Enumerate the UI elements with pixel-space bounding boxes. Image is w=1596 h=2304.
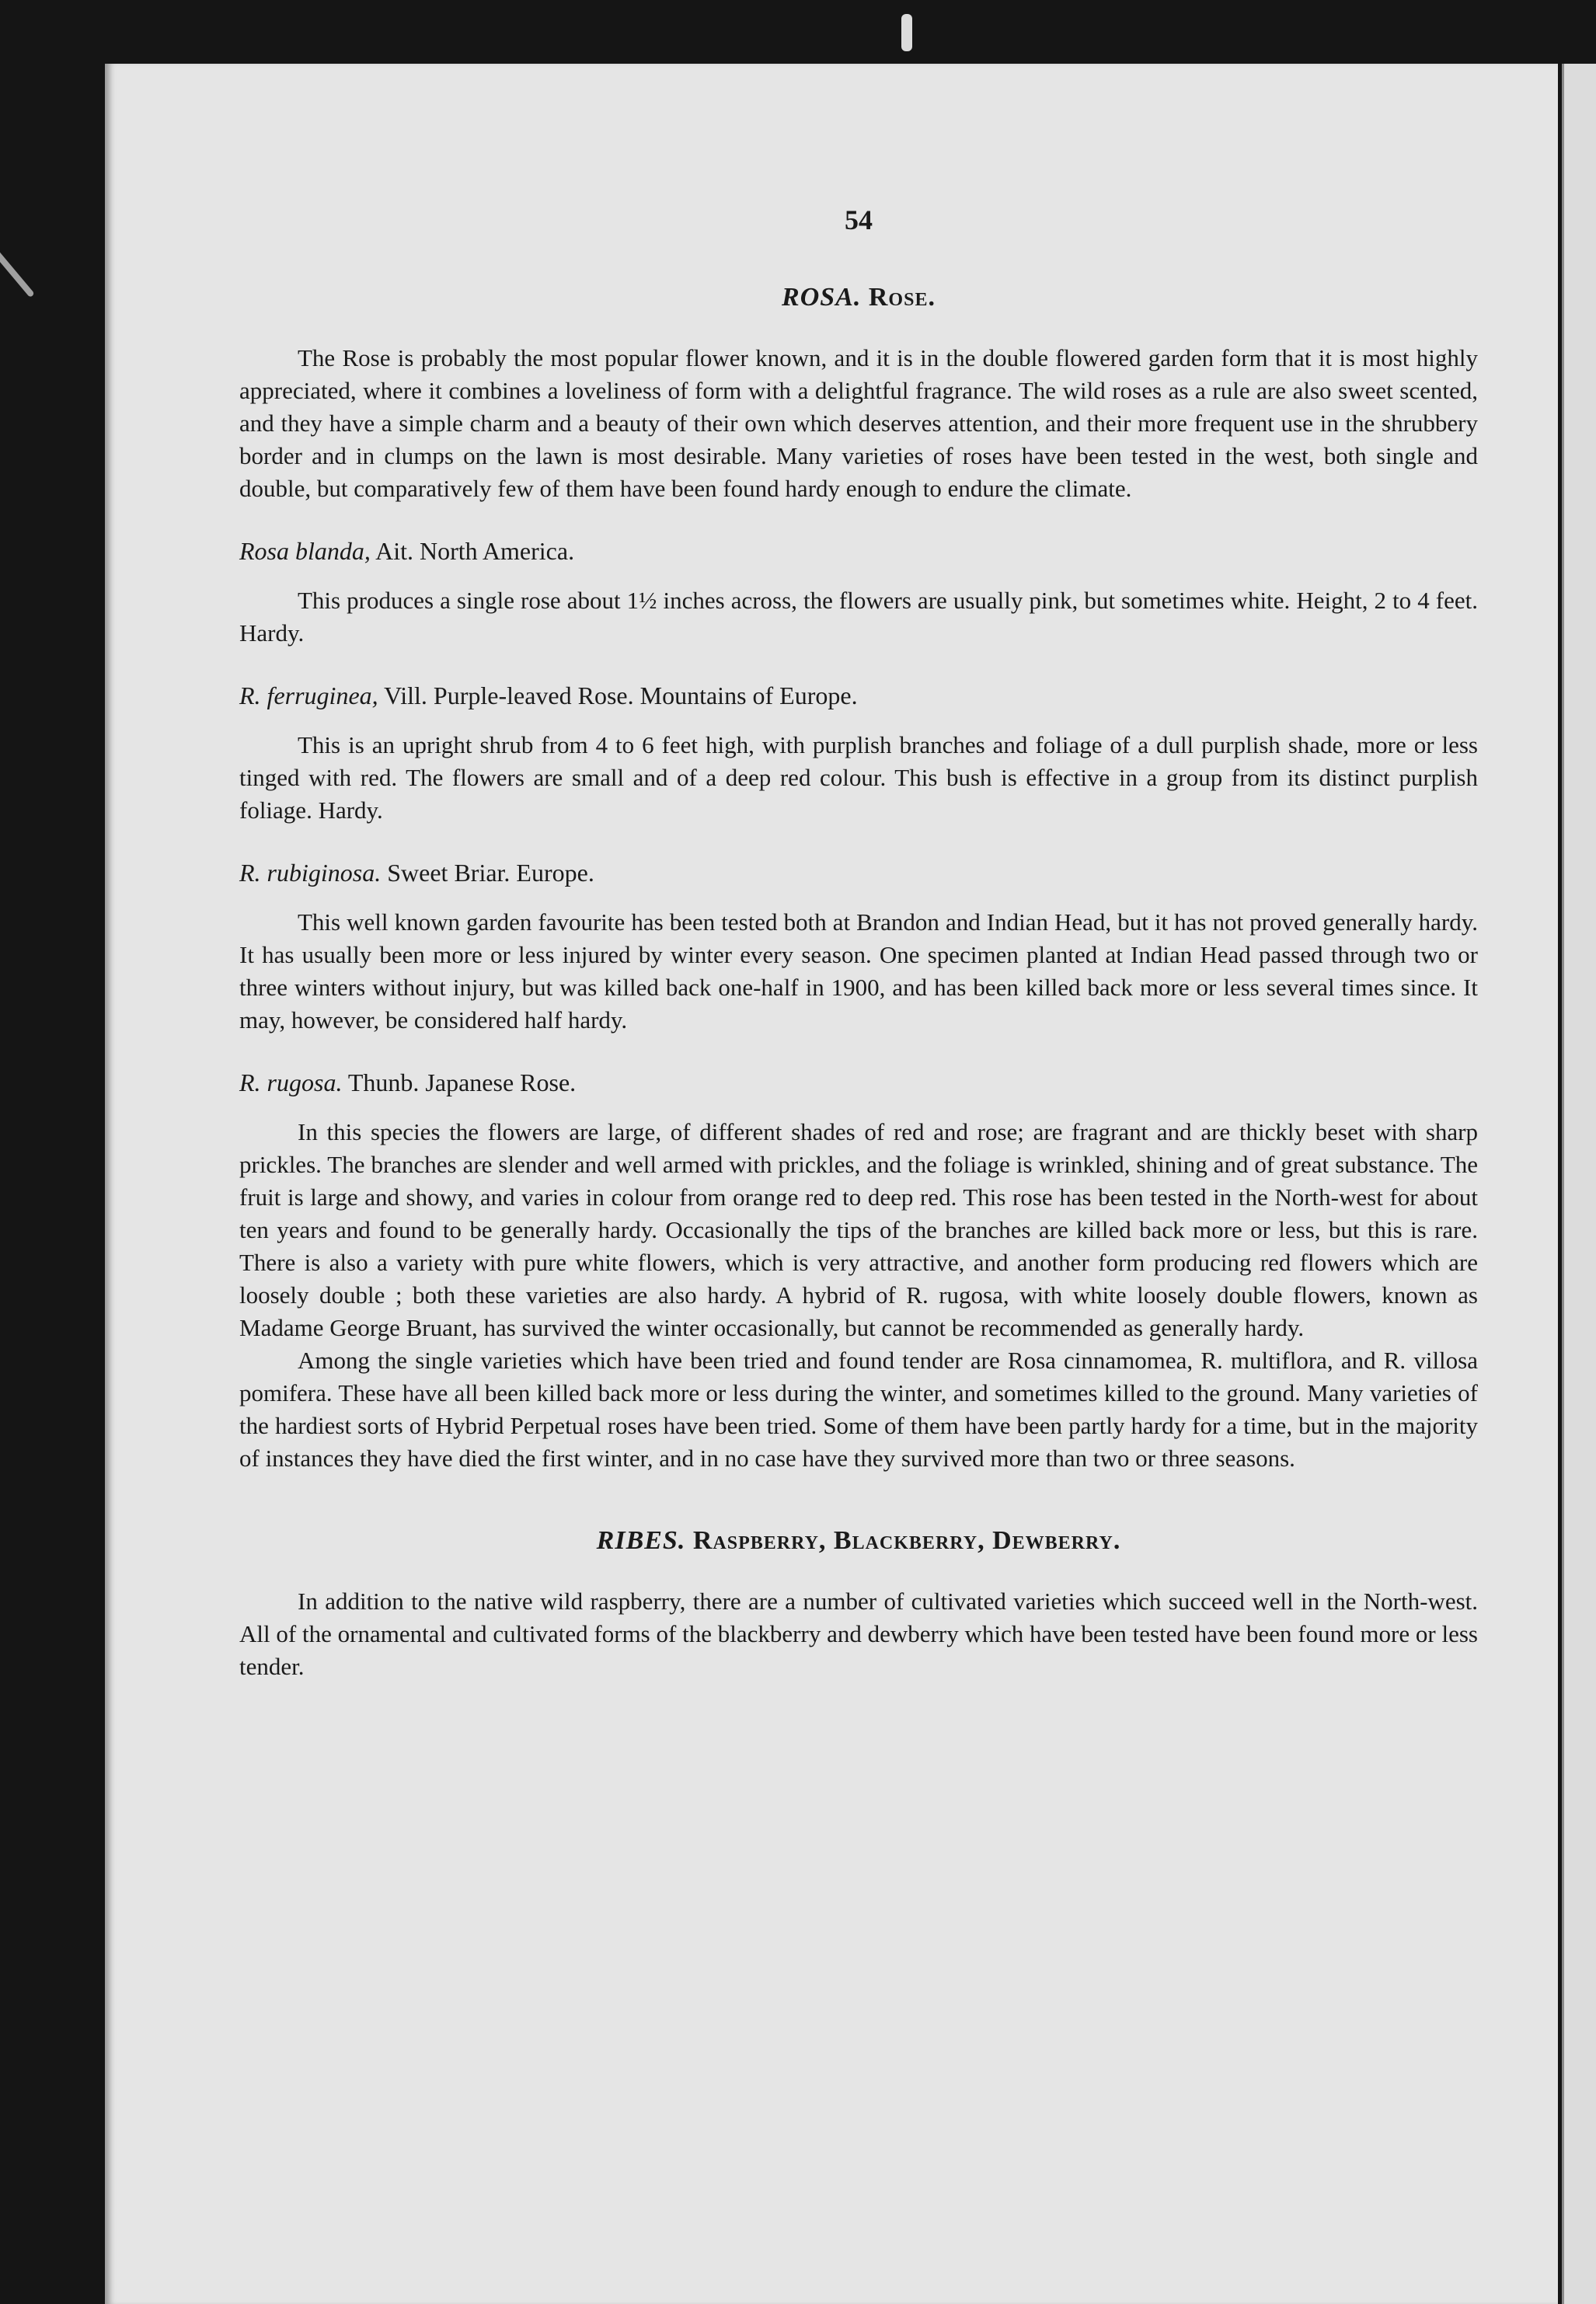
scan-artifact-left <box>0 246 35 298</box>
species-heading <box>239 1066 1478 1099</box>
section-latin-name: RIBES. <box>596 1526 686 1555</box>
species-name: R. rubiginosa. <box>239 859 382 887</box>
species-heading <box>239 856 1478 889</box>
species-name: Rosa blanda, <box>239 537 371 565</box>
species-heading <box>239 535 1478 567</box>
section-common-name: Raspberry, Blackberry, Dewberry. <box>692 1526 1121 1555</box>
species-description: This is an upright shrub from 4 to 6 feet high, with purplish branches and foliage of a dull purplish shade, more or less tinged with red. The flowers are small and of a deep red colour. This bush is effective in a group from its distinct purplish foliage. Hardy. <box>239 731 1478 824</box>
species-name: R. ferruginea, <box>239 681 378 709</box>
scan-artifact-top <box>901 14 912 51</box>
species-description: This produces a single rose about 1½ inches across, the flowers are usually pink, but sometimes white. Height, 2 to 4 feet. Hardy. <box>239 587 1478 647</box>
section-intro-ribes: In addition to the native wild raspberry, there are a number of cultivated varieties which succeed well in the North-west. All of the ornamental and cultivated forms of the blackberry and dewberry which have been tested have been found more or less tender. <box>239 1588 1478 1680</box>
section-common-name: Rose. <box>868 283 936 312</box>
species-authority: Thunb. Japanese Rose. <box>342 1068 577 1096</box>
species-authority: Sweet Briar. Europe. <box>381 859 594 887</box>
species-authority: Ait. North America. <box>370 537 575 565</box>
species-description-continued: Among the single varieties which have been tried and found tender are Rosa cinnamomea, R. multiflora, and R. villosa pomifera. These have all been killed back more or less during the winter, and sometimes killed to the ground. Many varieties of the hardiest sorts of Hybrid Perpetual roses have been tried. Some of them have been partly hardy for a time, but in the majority of instances they have died the first winter, and in no case have they survived more than two or three seasons. <box>239 1347 1478 1472</box>
adjacent-page-edge <box>1562 64 1596 2304</box>
species-description: This well known garden favourite has been tested both at Brandon and Indian Head, but it has not proved generally hardy. It has usually been more or less injured by winter every season. One specimen planted at Indian Head passed through two or three winters without injury, but was killed back one-half in 1900, and has been killed back more or less several times since. It may, however, be considered half hardy. <box>239 908 1478 1033</box>
page-number: 54 <box>845 204 873 235</box>
page-content <box>239 204 1478 1683</box>
species-heading <box>239 679 1478 712</box>
species-name: R. rugosa. <box>239 1068 343 1096</box>
species-authority: Vill. Purple-leaved Rose. Mountains of Europe. <box>378 681 858 709</box>
section-heading-ribes <box>239 1526 1478 1556</box>
section-intro-rosa: The Rose is probably the most popular flower known, and it is in the double flowered garden form that it is most highly appreciated, where it combines a loveliness of form with a delightful fragrance. The wild roses as a rule are also sweet scented, and they have a simple charm and a beauty of their own which deserves attention, and their more frequent use in the shrubbery border and in clumps on the lawn is most desirable. Many varieties of roses have been tested in the west, both single and double, but comparatively few of them have been found hardy enough to endure the climate. <box>239 344 1478 502</box>
species-description: In this species the flowers are large, of different shades of red and rose; are fragrant and are thickly beset with sharp prickles. The branches are slender and well armed with prickles, and the foliage is wrinkled, shining and of great substance. The fruit is large and showy, and varies in colour from orange red to deep red. This rose has been tested in the North-west for about ten years and found to be generally hardy. Occasionally the tips of the branches are killed back more or less, but this is rare. There is also a variety with pure white flowers, which is very attractive, and another form producing red flowers which are loosely double ; both these varieties are also hardy. A hybrid of R. rugosa, with white loosely double flowers, known as Madame George Bruant, has survived the winter occasionally, but cannot be recommended as generally hardy. <box>239 1118 1478 1341</box>
section-latin-name: ROSA. <box>782 283 862 312</box>
section-heading-rosa <box>239 283 1478 312</box>
